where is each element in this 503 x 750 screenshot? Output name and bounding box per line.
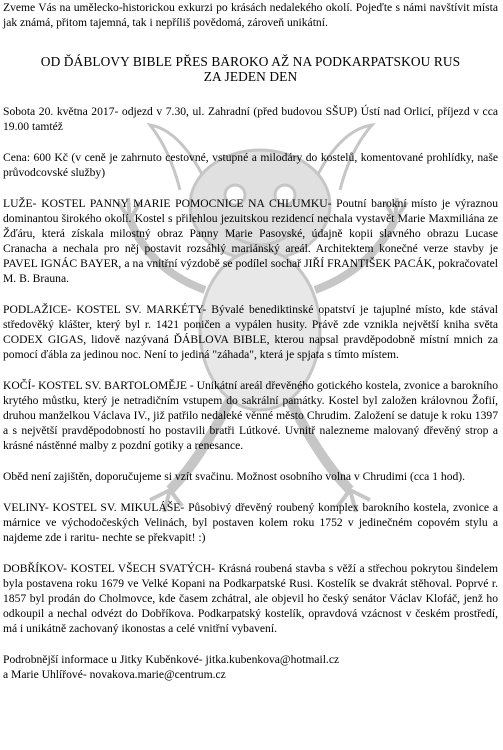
stop-veliny: VELINY- KOSTEL SV. MIKULÁŠE- Působivý dřevěný roubený komplex barokního kostela, zvonice a márnice ve východočeských Velinách, byl postaven kolem roku 1752 v jedinečném copovém stylu a najdeme zde i raritu- nechte se překvapit! :) — [3, 501, 498, 544]
contact-line-2: a Marie Uhlířové- novakova.marie@centrum.cz — [3, 668, 226, 681]
contact-line-1: Podrobnější informace u Jitky Kuběnkové- jitka.kubenkova@hotmail.cz — [3, 653, 340, 666]
title-line-2: ZA JEDEN DEN — [203, 69, 298, 84]
stop-luze: LUŽE- KOSTEL PANNY MARIE POMOCNICE NA CHLUMKU- Poutní barokní místo je výraznou dominantou širokého okolí. Kostel s přilehlou jezuitskou rezidencí nechala vystavět Marie Maxmiliána ze Žďáru, která získala milostný obraz Panny Marie Pasovské, údajně kopii slavného obrazu Lucase Cranacha a nechala pro něj postavit rozsáhlý mariánský areál. Architektem konečné verze stavby je PAVEL IGNÁC BAYER, a na vnitřní výzdobě se podílel sochař JIŘÍ FRANTIŠEK PACÁK, pokračovatel M. B. Brauna. — [3, 197, 498, 285]
stop-koci: KOČÍ- KOSTEL SV. BARTOLOMĚJE - Unikátní areál dřevěného gotického kostela, zvonice a barokního krytého můstku, který je netradičním vstupem do sakrální památky. Kostel byl založen královnou Žofií, druhou manželkou Václava IV., již patřilo nedaleké věnné město Chrudim. Založení se datuje k roku 1397 a s největší pravděpodobností ho postavili bratři Lútkové. Uvnitř nalezneme malovaný dřevěný strop a krásné nástěnné malby z pozdní gotiky a renesance. — [3, 379, 498, 452]
document-title — [3, 54, 498, 84]
intro-paragraph: Zveme Vás na umělecko-historickou exkurzi po krásách nedalekého okolí. Pojeďte s námi navštívit místa jak známá, přitom tajemná, tak i nepříliš povědomá, zároveň unikátní. — [3, 1, 498, 29]
title-line-1: OD ĎÁBLOVY BIBLE PŘES BAROKO AŽ NA PODKARPATSKOU RUS — [40, 54, 461, 69]
stop-dobrikov: DOBŘÍKOV- KOSTEL VŠECH SVATÝCH- Krásná roubená stavba s věží a střechou pokrytou šindelem byla postavena roku 1679 ve Velké Kopani na Podkarpatské Rusi. Kostelík se dvakrát stěhoval. Poprvé r. 1857 byl prodán do Cholmovce, kde časem zchátral, ale objevil ho český senátor Václav Klofáč, jenž ho odkoupil a nechal odvézt do Dobříkova. Podkarpatský kostelík, opravdová vzácnost v českém prostředí, má i unikátně zachovaný ikonostas a celé vnitřní vybavení. — [3, 562, 498, 635]
price-paragraph: Cena: 600 Kč (v ceně je zahrnuto cestovné, vstupné a milodáry do kostelů, komentované prohlídky, naše průvodcovské služby) — [3, 151, 498, 179]
lunch-note: Oběd není zajištěn, doporučujeme si vzít svačinu. Možnost osobního volna v Chrudimi (cca 1 hod). — [3, 470, 466, 483]
stop-podlazice: PODLAŽICE- KOSTEL SV. MARKÉTY- Bývalé benediktinské opatství je tajuplné místo, kde stával středověký klášter, který byl r. 1421 poničen a vypálen husity. Právě zde vznikla největší kniha světa CODEX GIGAS, lidově nazývaná ĎÁBLOVA BIBLE, kterou napsal pravděpodobně místní mnich za pomocí ďábla za jedinou noc. Není to jediná "záhada", která je spjata s tímto místem. — [3, 303, 498, 361]
schedule-paragraph: Sobota 20. května 2017- odjezd v 7.30, ul. Zahradní (před budovou SŠUP) Ústí nad Orlicí, příjezd v cca 19.00 tamtéž — [3, 105, 498, 133]
contacts — [3, 652, 498, 682]
